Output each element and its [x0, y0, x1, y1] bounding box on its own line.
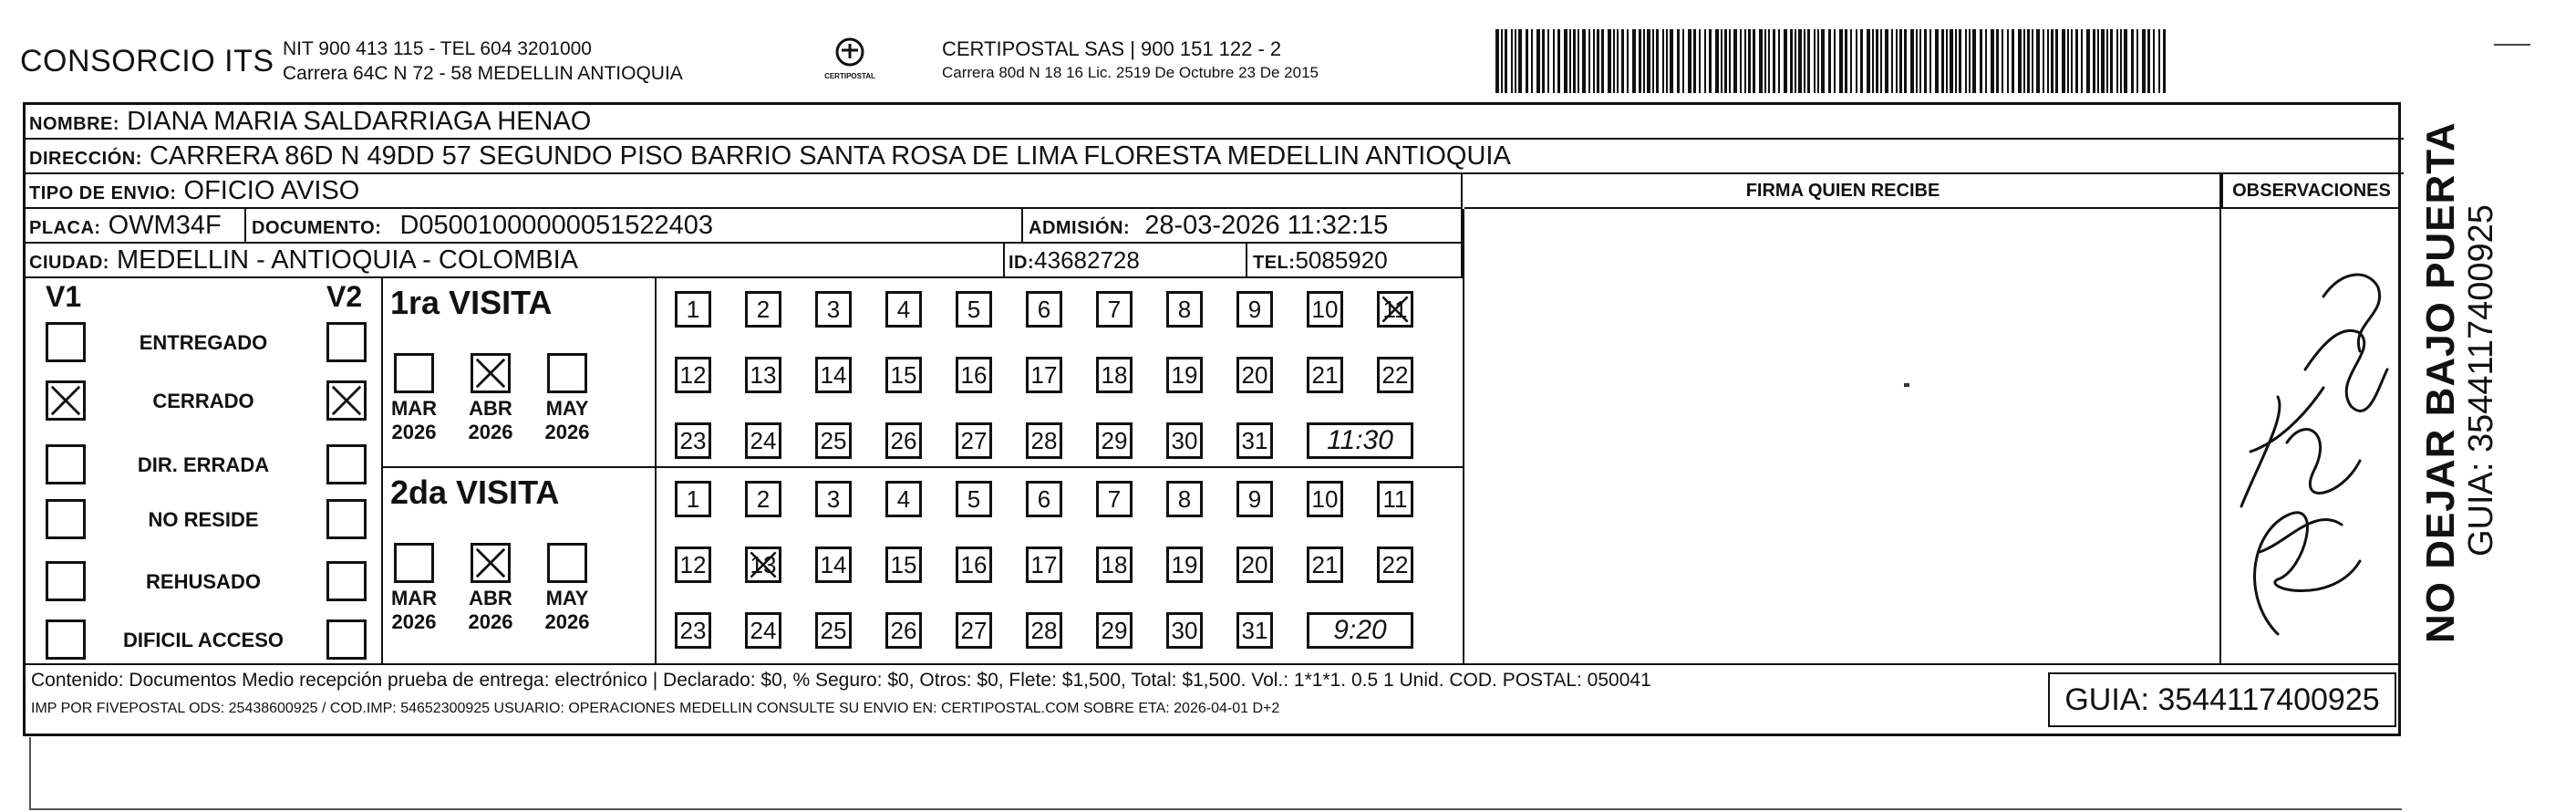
- admision-label: ADMISIÓN:: [1029, 218, 1131, 238]
- barcode-bar: [1959, 29, 1961, 93]
- barcode-bar: [2055, 29, 2058, 93]
- barcode-bar: [1724, 29, 1727, 93]
- barcode-bar: [1753, 29, 1755, 93]
- barcode-bar: [1627, 29, 1629, 93]
- nombre-label: NOMBRE:: [29, 114, 120, 134]
- barcode-bar: [1773, 29, 1775, 93]
- barcode-bar: [1643, 29, 1645, 93]
- checkbox-v1-1[interactable]: [46, 380, 86, 421]
- month-name: ABR: [469, 587, 512, 609]
- visit-1-day-30[interactable]: 30: [1166, 612, 1203, 649]
- barcode-bar: [1617, 29, 1619, 93]
- barcode-bar: [1784, 29, 1787, 93]
- checkbox-v1-5[interactable]: [46, 619, 86, 660]
- check-x-icon: [473, 356, 508, 390]
- visit-0-day-23[interactable]: 23: [675, 422, 711, 459]
- barcode-bar: [2106, 29, 2108, 93]
- barcode-bar: [2142, 29, 2146, 93]
- logo-label: CERTIPOSTAL: [824, 72, 875, 80]
- check-x-icon: [48, 383, 83, 418]
- footer-guia: GUIA: 3544117400925: [2048, 672, 2396, 727]
- barcode-bar: [2093, 29, 2095, 93]
- row-tipo: [26, 174, 1463, 209]
- barcode-bar: [1759, 29, 1763, 93]
- visit-0-day-10[interactable]: 10: [1307, 291, 1343, 328]
- month-year: 2026: [391, 421, 437, 443]
- visit-0-day-16[interactable]: 16: [956, 357, 992, 393]
- barcode-bar: [1709, 29, 1712, 93]
- placa-label: PLACA:: [29, 218, 101, 238]
- barcode-bar: [2124, 29, 2127, 93]
- visit-1-day-3[interactable]: 3: [815, 481, 852, 517]
- checkbox-v1-3[interactable]: [46, 499, 86, 539]
- visit-1-day-5[interactable]: 5: [956, 481, 992, 517]
- barcode-bar: [1834, 29, 1836, 93]
- visit-1-month-label-0: [387, 587, 441, 634]
- barcode-bar: [1814, 29, 1816, 93]
- barcode-bar: [1569, 29, 1571, 93]
- firma-header: FIRMA QUIEN RECIBE: [1464, 174, 2221, 209]
- visit-title-1: 2da VISITA: [390, 474, 560, 511]
- barcode-bar: [1582, 29, 1586, 93]
- barcode-bar: [1880, 29, 1882, 93]
- barcode-bar: [1647, 29, 1650, 93]
- id-value: 43682728: [1034, 246, 1140, 274]
- barcode-bar: [1924, 29, 1927, 93]
- barcode-bar: [2101, 29, 2105, 93]
- row-placa: [26, 209, 1463, 244]
- visit-0-day-20[interactable]: 20: [1236, 357, 1273, 393]
- barcode-bar: [1950, 29, 1953, 93]
- visit-0-day-11[interactable]: 11: [1377, 291, 1413, 328]
- visit-1-month-checkbox-1[interactable]: [471, 543, 511, 583]
- certipostal-logo: [821, 36, 879, 80]
- barcode-bar: [2110, 29, 2113, 93]
- barcode-bar: [1704, 29, 1706, 93]
- barcode-bar: [1573, 29, 1576, 93]
- status-label-1: CERRADO: [152, 390, 254, 412]
- visit-1-day-31[interactable]: 31: [1236, 612, 1273, 649]
- barcode-bar: [1652, 29, 1654, 93]
- barcode-bar: [2027, 29, 2030, 93]
- visit-1-day-25[interactable]: 25: [815, 612, 852, 649]
- barcode-bar: [1790, 29, 1793, 93]
- visit-1-month-checkbox-2[interactable]: [547, 543, 587, 583]
- barcode-bar: [1656, 29, 1659, 93]
- barcode-bar: [2047, 29, 2049, 93]
- barcode-bar: [1980, 29, 1982, 93]
- visit-0-day-27[interactable]: 27: [956, 422, 992, 459]
- visit-0-month-label-1: [463, 397, 518, 444]
- checkbox-v2-0[interactable]: [326, 322, 367, 362]
- barcode-bar: [1564, 29, 1567, 93]
- barcode-bar: [1682, 29, 1684, 93]
- barcode-bar: [1899, 29, 1902, 93]
- barcode-bar: [1518, 29, 1522, 93]
- barcode-bar: [2007, 29, 2009, 93]
- barcode-bar: [1885, 29, 1888, 93]
- barcode-bar: [1588, 29, 1590, 93]
- barcode-bar: [2018, 29, 2022, 93]
- barcode-bar: [1632, 29, 1636, 93]
- visit-0-day-3[interactable]: 3: [815, 291, 852, 328]
- tel-label: TEL:: [1253, 253, 1296, 273]
- tipo-label: TIPO DE ENVIO:: [29, 183, 177, 203]
- company-info: [283, 36, 683, 86]
- lower-frame: [29, 737, 2402, 810]
- observaciones-header: OBSERVACIONES: [2221, 174, 2400, 209]
- barcode-bar: [1904, 29, 1907, 93]
- visit-0-day-14[interactable]: 14: [815, 357, 852, 393]
- barcode-bar: [1553, 29, 1555, 93]
- barcode-bar: [1946, 29, 1948, 93]
- barcode-bar: [1608, 29, 1611, 93]
- barcode-bar: [2120, 29, 2122, 93]
- checkbox-v1-4[interactable]: [46, 561, 86, 601]
- barcode-bar: [2023, 29, 2025, 93]
- visit-1-time-box[interactable]: 9:20: [1307, 612, 1413, 649]
- barcode-bar: [1511, 29, 1513, 93]
- barcode-bar: [1495, 29, 1499, 93]
- barcode-bar: [2071, 29, 2073, 93]
- barcode-bar: [1919, 29, 1921, 93]
- month-name: MAY: [545, 587, 589, 609]
- visit-0-day-13[interactable]: 13: [745, 357, 781, 393]
- barcode-bar: [1688, 29, 1691, 93]
- imp-text: IMP POR FIVEPOSTAL ODS: 25438600925 / COD.IMP: 54652300925 USUARIO: OPERACIONES MEDELLIN CONSULTE SU ENVIO EN: CERTIPOSTAL.COM SOBRE ETA: 2026-04-01 D+2: [31, 701, 1280, 716]
- barcode-bar: [1965, 29, 1967, 93]
- barcode-bar: [1593, 29, 1595, 93]
- barcode-bar: [1733, 29, 1737, 93]
- barcode-bar: [1501, 29, 1503, 93]
- barcode-bar: [1578, 29, 1579, 93]
- visit-0-day-26[interactable]: 26: [885, 422, 922, 459]
- barcode-bar: [1867, 29, 1870, 93]
- visit-1-month-label-1: [463, 587, 518, 634]
- checkbox-v2-4[interactable]: [326, 561, 367, 601]
- barcode-bar: [1729, 29, 1731, 93]
- visit-1-day-16[interactable]: 16: [956, 547, 992, 583]
- barcode-bar: [1839, 29, 1843, 93]
- visit-1-day-11[interactable]: 11: [1377, 481, 1413, 517]
- carrier-name: CERTIPOSTAL SAS | 900 151 122 - 2: [942, 37, 1282, 60]
- visit-1-day-17[interactable]: 17: [1026, 547, 1062, 583]
- visit-1-day-19[interactable]: 19: [1166, 547, 1203, 583]
- visit-panel: [26, 278, 1463, 663]
- month-year: 2026: [544, 421, 590, 443]
- barcode-bar: [1740, 29, 1742, 93]
- visit-1-day-23[interactable]: 23: [675, 612, 711, 649]
- contenido-text: Contenido: Documentos Medio recepción prueba de entrega: electrónico | Declarado: $0, % Seguro: $0, Otros: $0, Flete: $1,500, Total: $1,500. Vol.: 1*1*1. 0.5 1 Unid. COD. POSTAL: 050041: [31, 670, 1651, 691]
- visit-0-day-29[interactable]: 29: [1096, 422, 1133, 459]
- documento-label: DOCUMENTO:: [252, 218, 382, 238]
- barcode-bar: [2081, 29, 2083, 93]
- visit-1-day-22[interactable]: 22: [1377, 547, 1413, 583]
- barcode-bar: [1677, 29, 1680, 93]
- barcode-bar: [2002, 29, 2003, 93]
- side-guia: GUIA: 3544117400925: [2462, 204, 2500, 557]
- barcode-bar: [2012, 29, 2014, 93]
- visit-0-day-4[interactable]: 4: [885, 291, 922, 328]
- v1-label: V1: [46, 280, 82, 313]
- visit-0-day-15[interactable]: 15: [885, 357, 922, 393]
- barcode-bar: [1821, 29, 1825, 93]
- barcode-bar: [1515, 29, 1516, 93]
- barcode-bar: [1768, 29, 1770, 93]
- visit-1-day-24[interactable]: 24: [745, 612, 781, 649]
- row-nombre: [26, 105, 2404, 140]
- barcode-bar: [2036, 29, 2040, 93]
- direccion-value: CARRERA 86D N 49DD 57 SEGUNDO PISO BARRIO SANTA ROSA DE LIMA FLORESTA MEDELLIN ANTIOQUIA: [149, 141, 1511, 171]
- admision-value: 28-03-2026 11:32:15: [1144, 211, 1389, 240]
- visit-0-day-2[interactable]: 2: [745, 291, 781, 328]
- visit-0-day-1[interactable]: 1: [675, 291, 711, 328]
- direccion-label: DIRECCIÓN:: [29, 149, 142, 169]
- visit-1-day-27[interactable]: 27: [956, 612, 992, 649]
- check-x-icon: [473, 546, 508, 580]
- barcode-bar: [1991, 29, 1994, 93]
- visit-0-day-12[interactable]: 12: [675, 357, 711, 393]
- visit-0-month-label-0: [387, 397, 441, 444]
- side-warning: NO DEJAR BAJO PUERTA: [2418, 121, 2463, 643]
- barcode-bar: [2116, 29, 2118, 93]
- status-label-5: DIFICIL ACCESO: [122, 629, 284, 651]
- barcode-bar: [2163, 29, 2166, 93]
- barcode-bar: [1536, 29, 1540, 93]
- barcode-bar: [2062, 29, 2065, 93]
- margin-mark: [2494, 44, 2530, 46]
- checkbox-v2-5[interactable]: [326, 619, 367, 660]
- month-year: 2026: [544, 610, 590, 633]
- visit-0-month-checkbox-0[interactable]: [394, 353, 434, 393]
- visit-1-day-9[interactable]: 9: [1236, 481, 1273, 517]
- visit-0-day-19[interactable]: 19: [1166, 357, 1203, 393]
- barcode-bar: [1531, 29, 1533, 93]
- visit-0-day-21[interactable]: 21: [1307, 357, 1343, 393]
- tel-value: 5085920: [1295, 246, 1388, 274]
- visit-0-month-checkbox-1[interactable]: [471, 353, 511, 393]
- visit-1-month-checkbox-0[interactable]: [394, 543, 434, 583]
- nombre-value: DIANA MARIA SALDARRIAGA HENAO: [127, 107, 592, 136]
- barcode-bar: [2153, 29, 2155, 93]
- visit-1-day-6[interactable]: 6: [1026, 481, 1062, 517]
- barcode-bar: [1557, 29, 1560, 93]
- barcode-bar: [1778, 29, 1780, 93]
- barcode-bar: [1916, 29, 1918, 93]
- visit-1-day-1[interactable]: 1: [675, 481, 711, 517]
- barcode-bar: [1828, 29, 1831, 93]
- visit-0-day-17[interactable]: 17: [1026, 357, 1062, 393]
- row-ciudad: [26, 244, 1463, 278]
- id-label: ID:: [1009, 253, 1035, 273]
- visit-1-day-4[interactable]: 4: [885, 481, 922, 517]
- visit-1-day-10[interactable]: 10: [1307, 481, 1343, 517]
- barcode-bar: [1666, 29, 1668, 93]
- logo-emblem-icon: [832, 36, 868, 68]
- ciudad-value: MEDELLIN - ANTIOQUIA - COLOMBIA: [117, 245, 578, 275]
- barcode-bar: [1715, 29, 1719, 93]
- status-label-3: NO RESIDE: [148, 508, 259, 531]
- barcode-bar: [1748, 29, 1751, 93]
- barcode-bar: [2032, 29, 2033, 93]
- barcode-bar: [1804, 29, 1805, 93]
- visit-1-day-12[interactable]: 12: [675, 547, 711, 583]
- signature-mark: [1904, 383, 1909, 387]
- barcode-bar: [1972, 29, 1976, 93]
- documento-value: D05001000000051522403: [399, 211, 713, 240]
- visit-0-time-box[interactable]: 11:30: [1307, 422, 1413, 459]
- row-direccion: [26, 140, 2404, 174]
- check-x-icon: [1380, 294, 1411, 325]
- visit-1-day-29[interactable]: 29: [1096, 612, 1133, 649]
- visit-1-day-2[interactable]: 2: [745, 481, 781, 517]
- visit-0-day-9[interactable]: 9: [1236, 291, 1273, 328]
- barcode-bar: [1929, 29, 1931, 93]
- brand-name: CONSORCIO ITS: [20, 44, 274, 78]
- barcode-bar: [1597, 29, 1599, 93]
- barcode-bar: [2075, 29, 2078, 93]
- carrier-address: Carrera 80d N 18 16 Lic. 2519 De Octubre 23 De 2015: [942, 64, 1319, 81]
- barcode-bar: [1969, 29, 1971, 93]
- barcode-bar: [1891, 29, 1893, 93]
- barcode-bar: [1845, 29, 1847, 93]
- month-year: 2026: [468, 610, 513, 633]
- barcode-bar: [1662, 29, 1664, 93]
- delivery-form: [23, 102, 2401, 736]
- barcode-bar: [1542, 29, 1545, 93]
- visit-0-day-28[interactable]: 28: [1026, 422, 1062, 459]
- barcode-bar: [1601, 29, 1604, 93]
- barcode-bar: [1670, 29, 1673, 93]
- ciudad-label: CIUDAD:: [29, 253, 109, 273]
- tipo-value: OFICIO AVISO: [183, 176, 360, 205]
- visit-1-day-14[interactable]: 14: [815, 547, 852, 583]
- company-address: Carrera 64C N 72 - 58 MEDELLIN ANTIOQUIA: [283, 63, 683, 84]
- barcode-bar: [1693, 29, 1696, 93]
- month-name: ABR: [469, 397, 512, 420]
- visit-0-month-label-2: [540, 397, 595, 444]
- visit-0-day-24[interactable]: 24: [745, 422, 781, 459]
- tracking-barcode: [1495, 29, 2175, 93]
- visit-0-day-18[interactable]: 18: [1096, 357, 1133, 393]
- month-year: 2026: [468, 421, 513, 443]
- barcode-bar: [2131, 29, 2134, 93]
- visit-0-day-6[interactable]: 6: [1026, 291, 1062, 328]
- barcode-bar: [2136, 29, 2138, 93]
- barcode-bar: [2067, 29, 2069, 93]
- month-name: MAY: [545, 397, 589, 420]
- barcode-bar: [1744, 29, 1746, 93]
- barcode-bar: [1807, 29, 1810, 93]
- barcode-bar: [1850, 29, 1852, 93]
- visit-1-day-18[interactable]: 18: [1096, 547, 1133, 583]
- visit-0-day-5[interactable]: 5: [956, 291, 992, 328]
- barcode-bar: [1795, 29, 1796, 93]
- barcode-bar: [1547, 29, 1549, 93]
- v2-label: V2: [326, 280, 363, 313]
- barcode-bar: [1935, 29, 1939, 93]
- status-label-2: DIR. ERRADA: [137, 453, 270, 476]
- visit-1-day-20[interactable]: 20: [1236, 547, 1273, 583]
- status-label-4: REHUSADO: [146, 570, 261, 593]
- barcode-bar: [1621, 29, 1624, 93]
- barcode-bar: [2158, 29, 2160, 93]
- barcode-bar: [1505, 29, 1507, 93]
- barcode-bar: [1876, 29, 1878, 93]
- visit-0-day-30[interactable]: 30: [1166, 422, 1203, 459]
- visit-0-day-8[interactable]: 8: [1166, 291, 1203, 328]
- barcode-bar: [1639, 29, 1641, 93]
- check-x-icon: [329, 383, 364, 418]
- check-x-icon: [748, 549, 779, 580]
- visit-0-month-checkbox-2[interactable]: [547, 353, 587, 393]
- visit-1-day-13[interactable]: 13: [745, 547, 781, 583]
- barcode-bar: [2051, 29, 2054, 93]
- checkbox-v2-2[interactable]: [326, 444, 367, 484]
- checkbox-v2-3[interactable]: [326, 499, 367, 539]
- month-name: MAR: [390, 397, 438, 420]
- visit-1-day-8[interactable]: 8: [1166, 481, 1203, 517]
- checkbox-v1-2[interactable]: [46, 444, 86, 484]
- visit-1-day-15[interactable]: 15: [885, 547, 922, 583]
- visit-1-day-28[interactable]: 28: [1026, 612, 1062, 649]
- handwritten-observation: [2223, 233, 2396, 661]
- carrier-info: [942, 36, 1319, 84]
- company-nit: NIT 900 413 115 - TEL 604 3201000: [283, 38, 592, 59]
- barcode-bar: [1941, 29, 1944, 93]
- visit-0-day-25[interactable]: 25: [815, 422, 852, 459]
- visit-1-day-21[interactable]: 21: [1307, 547, 1343, 583]
- barcode-bar: [2147, 29, 2150, 93]
- month-name: MAR: [390, 587, 438, 609]
- barcode-bar: [2097, 29, 2099, 93]
- barcode-bar: [1798, 29, 1802, 93]
- barcode-bar: [1955, 29, 1957, 93]
- month-year: 2026: [391, 610, 437, 633]
- status-label-0: ENTREGADO: [139, 331, 268, 354]
- barcode-bar: [1526, 29, 1528, 93]
- barcode-bar: [1721, 29, 1723, 93]
- barcode-bar: [2086, 29, 2090, 93]
- barcode-bar: [1896, 29, 1898, 93]
- barcode-bar: [1817, 29, 1819, 93]
- checkbox-v2-1[interactable]: [326, 380, 367, 421]
- visit-0-day-7[interactable]: 7: [1096, 291, 1133, 328]
- barcode-bar: [1699, 29, 1701, 93]
- visit-1-month-label-2: [540, 587, 595, 634]
- barcode-bar: [1613, 29, 1615, 93]
- barcode-bar: [1860, 29, 1863, 93]
- barcode-bar: [1996, 29, 1999, 93]
- barcode-bar: [1985, 29, 1987, 93]
- barcode-bar: [1910, 29, 1914, 93]
- barcode-bar: [1764, 29, 1766, 93]
- visit-1-day-26[interactable]: 26: [885, 612, 922, 649]
- visit-0-day-31[interactable]: 31: [1236, 422, 1273, 459]
- barcode-bar: [1856, 29, 1857, 93]
- checkbox-v1-0[interactable]: [46, 322, 86, 362]
- placa-value: OWM34F: [108, 211, 222, 240]
- visit-0-day-22[interactable]: 22: [1377, 357, 1413, 393]
- barcode-bar: [1872, 29, 1874, 93]
- visit-1-day-7[interactable]: 7: [1096, 481, 1133, 517]
- barcode-bar: [2043, 29, 2044, 93]
- visit-title-0: 1ra VISITA: [390, 284, 553, 321]
